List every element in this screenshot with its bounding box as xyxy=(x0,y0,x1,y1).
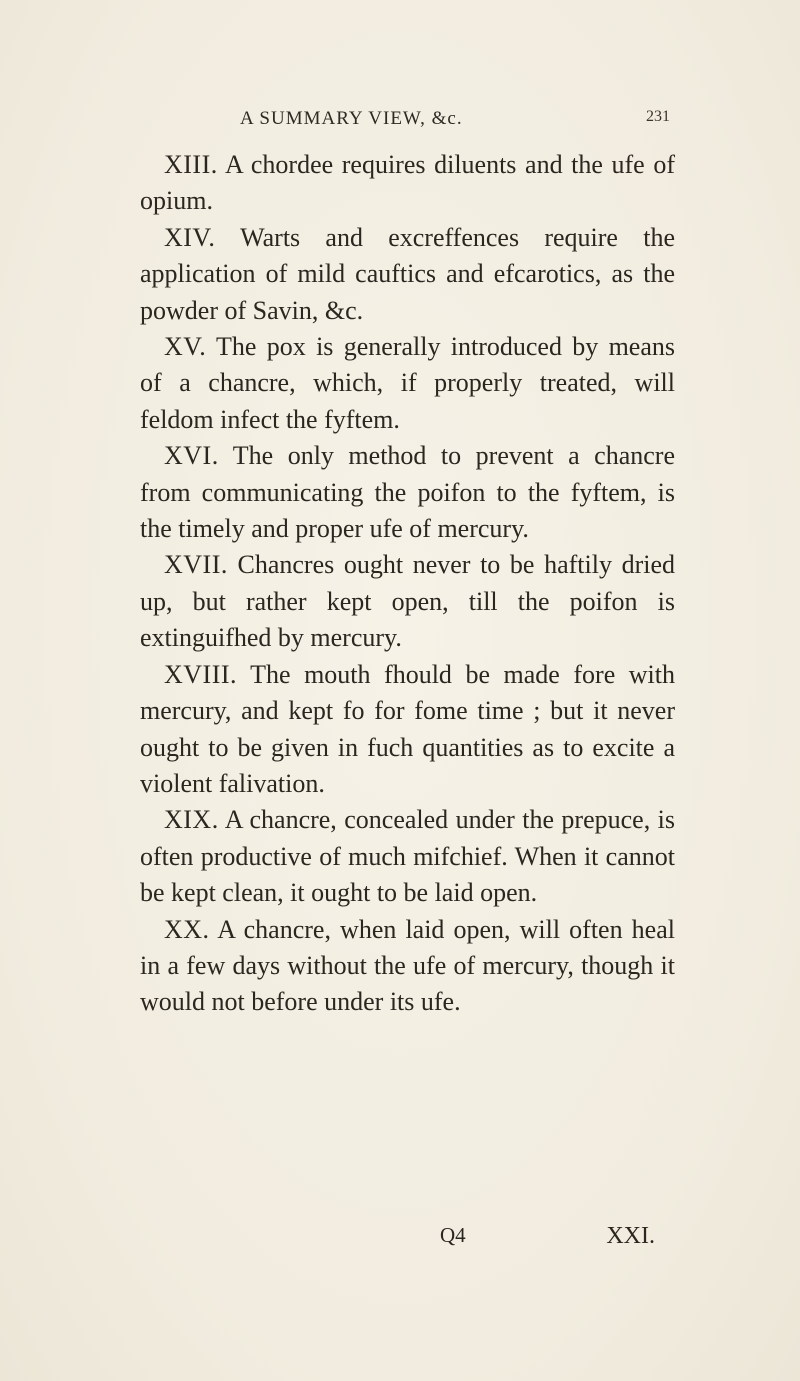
paragraph-text: A chancre, concealed under the prepuce, is often productive of much mifchief. When it cannot be kept clean, it ought to be laid open. xyxy=(140,805,675,908)
running-head-title: A SUMMARY VIEW, &c. xyxy=(240,108,463,129)
paragraph-text: Warts and excreffences require the application of mild cauftics and efcarotics, as the powder of Savin, &c. xyxy=(140,222,675,325)
paragraph-text: Chancres ought never to be haftily dried up, but rather kept open, till the poifon is extinguifhed by mercury. xyxy=(140,550,675,653)
paragraph-xvi xyxy=(140,438,675,547)
paragraph-xx xyxy=(140,912,675,1021)
catchword: XXI. xyxy=(606,1223,655,1249)
section-number: XIX. xyxy=(164,805,219,835)
body-text xyxy=(140,147,675,1021)
section-number: XV. xyxy=(164,332,207,362)
section-number: XVII. xyxy=(164,550,228,580)
paragraph-text: A chancre, when laid open, will often heal in a few days without the ufe of mercury, though it would not before under its ufe. xyxy=(140,914,675,1017)
section-number: XIII. xyxy=(164,150,218,179)
paragraph-xix xyxy=(140,802,675,911)
paragraph-xiv xyxy=(140,220,675,329)
paragraph-text: The only method to prevent a chancre from communicating the poifon to the fyftem, is the timely and proper ufe of mercury. xyxy=(140,441,675,544)
running-head xyxy=(140,108,670,138)
paragraph-xviii xyxy=(140,657,675,803)
paragraph-xvii xyxy=(140,547,675,656)
signature-mark: Q4 xyxy=(440,1223,466,1247)
section-number: XVI. xyxy=(164,441,219,471)
paragraph-xv xyxy=(140,329,675,438)
paragraph-text: The pox is generally introduced by means of a chancre, which, if properly treated, will feldom infect the fyftem. xyxy=(140,332,675,434)
paragraph-text: The mouth fhould be made fore with mercury, and kept fo for fome time ; but it never ought to be given in fuch quantities as to excite a violent falivation. xyxy=(140,659,675,798)
section-number: XVIII. xyxy=(164,659,238,689)
section-number: XX. xyxy=(164,914,210,944)
paragraph-xiii xyxy=(140,147,675,220)
section-number: XIV. xyxy=(164,222,216,252)
paragraph-text: A chordee requires diluents and the ufe of opium. xyxy=(140,150,675,216)
catch-line xyxy=(140,1223,675,1257)
page-number: 231 xyxy=(646,108,670,125)
